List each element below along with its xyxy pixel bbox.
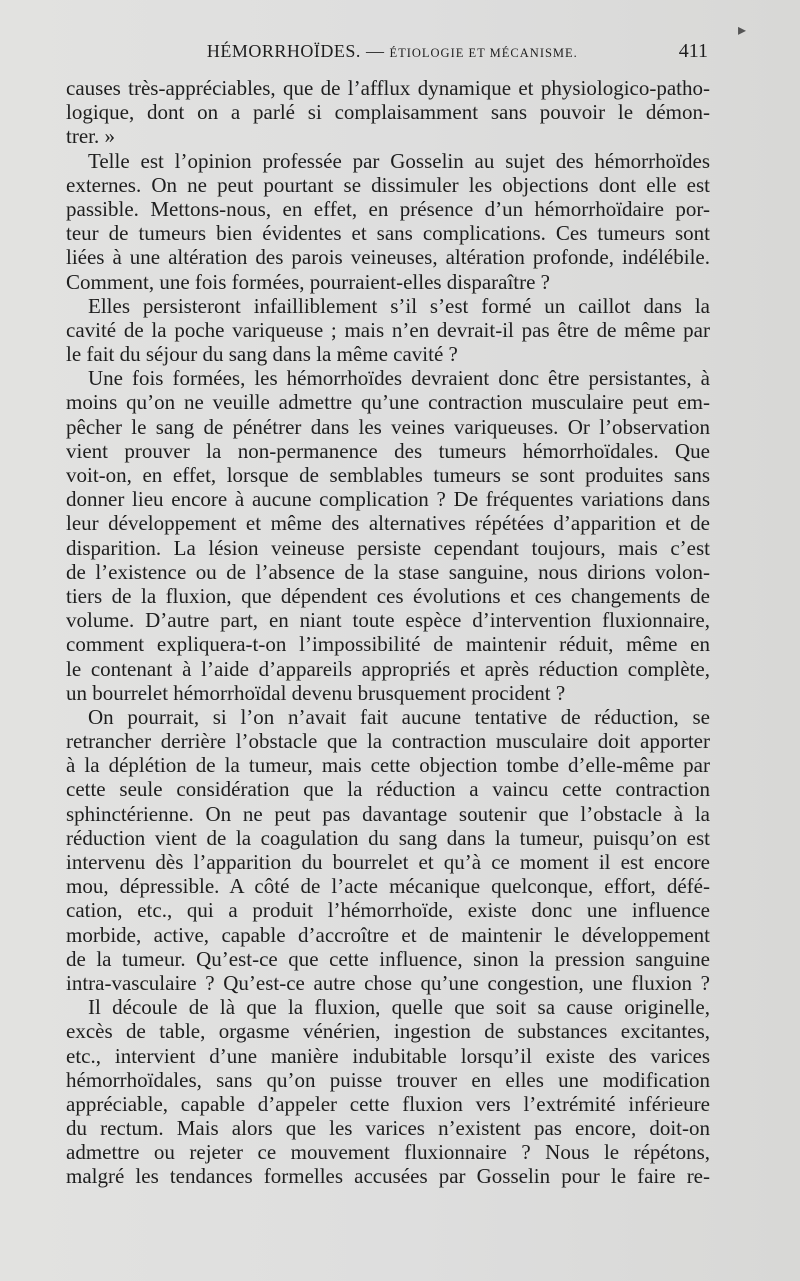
text-line: réduction vient de la coagulation du sang dans la tumeur, puisqu’on est: [66, 825, 710, 850]
running-header: [66, 40, 708, 70]
text-line: du rectum. Mais alors que les varices n’existent pas encore, doit-on: [66, 1116, 710, 1141]
text-line: volume. D’autre part, en niant toute espèce d’intervention fluxionnaire,: [66, 608, 710, 633]
text-line: excès de table, orgasme vénérien, ingestion de substances excitantes,: [66, 1019, 710, 1044]
text-line: On pourrait, si l’on n’avait fait aucune tentative de réduction, se: [88, 704, 710, 729]
text-line: Une fois formées, les hémorrhoïdes devraient donc être persistantes, à: [88, 366, 710, 391]
text-line: malgré les tendances formelles accusées par Gosselin pour le faire re-: [66, 1164, 710, 1189]
text-line: intra-vasculaire ? Qu’est-ce autre chose qu’une congestion, une fluxion ?: [66, 970, 710, 995]
text-line: de la tumeur. Qu’est-ce que cette influence, sinon la pression sanguine: [66, 946, 710, 971]
text-line: sphinctérienne. On ne peut pas davantage soutenir que l’obstacle à la: [66, 801, 710, 826]
text-line: leur développement et même des alternatives répétées d’apparition et de: [66, 511, 710, 536]
text-line: externes. On ne peut pourtant se dissimuler les objections dont elle est: [66, 172, 710, 197]
text-line: Comment, une fois formées, pourraient-elles disparaître ?: [66, 269, 551, 294]
text-line: teur de tumeurs bien évidentes et sans complications. Ces tumeurs sont: [66, 221, 710, 246]
text-line: retrancher derrière l’obstacle que la contraction musculaire doit apporter: [66, 729, 710, 754]
text-line: cette seule considération que la réduction a vaincu cette contraction: [66, 777, 710, 802]
text-line: passible. Mettons-nous, en effet, en présence d’un hémorrhoïdaire por-: [66, 196, 710, 221]
text-line: pêcher le sang de pénétrer dans les veines variqueuses. Or l’observation: [66, 414, 710, 439]
text-line: le contenant à l’aide d’appareils appropriés et après réduction complète,: [66, 656, 710, 681]
text-line: appréciable, capable d’appeler cette fluxion vers l’extrémité inférieure: [66, 1091, 710, 1116]
text-line: Elles persisteront infailliblement s’il s’est formé un caillot dans la: [88, 293, 710, 318]
running-title-main: HÉMORRHOÏDES.: [206, 41, 361, 61]
text-line: Telle est l’opinion professée par Gosselin au sujet des hémorrhoïdes: [88, 148, 710, 173]
running-title-section: ÉTIOLOGIE ET MÉCANISME.: [389, 46, 578, 60]
text-line: disparition. La lésion veineuse persiste cependant toujours, mais c’est: [66, 535, 710, 560]
body-text: [66, 76, 710, 1189]
text-line: mou, dépressible. A côté de l’acte mécanique quelconque, effort, défé-: [66, 874, 710, 899]
page-number: 411: [678, 40, 708, 62]
scan-speck-mark: ▸: [738, 20, 747, 39]
text-line: trer. »: [66, 124, 115, 149]
text-line: cavité de la poche variqueuse ; mais n’en devrait-il pas être de même par: [66, 317, 710, 342]
text-line: moins qu’on ne veuille admettre qu’une contraction musculaire peut em-: [66, 390, 710, 415]
text-line: causes très-appréciables, que de l’afflux dynamique et physiologico-patho-: [66, 76, 710, 100]
text-line: tiers de la fluxion, que dépendent ces évolutions et ces changements de: [66, 583, 710, 608]
text-line: comment expliquera-t-on l’impossibilité de maintenir réduit, même en: [66, 632, 710, 657]
text-line: logique, dont on a parlé si complaisamment sans pouvoir le démon-: [66, 100, 710, 125]
text-line: de l’existence ou de l’absence de la stase sanguine, nous dirions volon-: [66, 559, 710, 584]
text-line: morbide, active, capable d’accroître et de maintenir le développement: [66, 922, 710, 947]
text-line: intervenu dès l’apparition du bourrelet et qu’à ce moment il est encore: [66, 850, 710, 874]
text-line: vient prouver la non-permanence des tumeurs hémorrhoïdales. Que: [66, 438, 710, 463]
text-line: Il découle de là que la fluxion, quelle que soit sa cause originelle,: [88, 995, 710, 1020]
text-line: hémorrhoïdales, sans qu’on puisse trouver en elles une modification: [66, 1067, 710, 1092]
text-line: donner lieu encore à aucune complication ? De fréquentes variations dans: [66, 487, 710, 512]
text-line: etc., intervient d’une manière indubitable lorsqu’il existe des varices: [66, 1043, 710, 1068]
text-line: cation, etc., qui a produit l’hémorrhoïde, existe donc une influence: [66, 898, 710, 923]
text-line: voit-on, en effet, lorsque de semblables tumeurs se sont produites sans: [66, 463, 710, 487]
text-line: admettre ou rejeter ce mouvement fluxionnaire ? Nous le répétons,: [66, 1140, 710, 1165]
running-title: [66, 41, 679, 62]
running-title-dash: —: [365, 41, 385, 61]
text-line: à la déplétion de la tumeur, mais cette objection tombe d’elle-même par: [66, 753, 710, 778]
text-line: un bourrelet hémorrhoïdal devenu brusquement procident ?: [66, 680, 566, 705]
text-line: liées à une altération des parois veineuses, altération profonde, indélébile.: [66, 245, 710, 270]
text-line: le fait du séjour du sang dans la même cavité ?: [66, 342, 458, 367]
